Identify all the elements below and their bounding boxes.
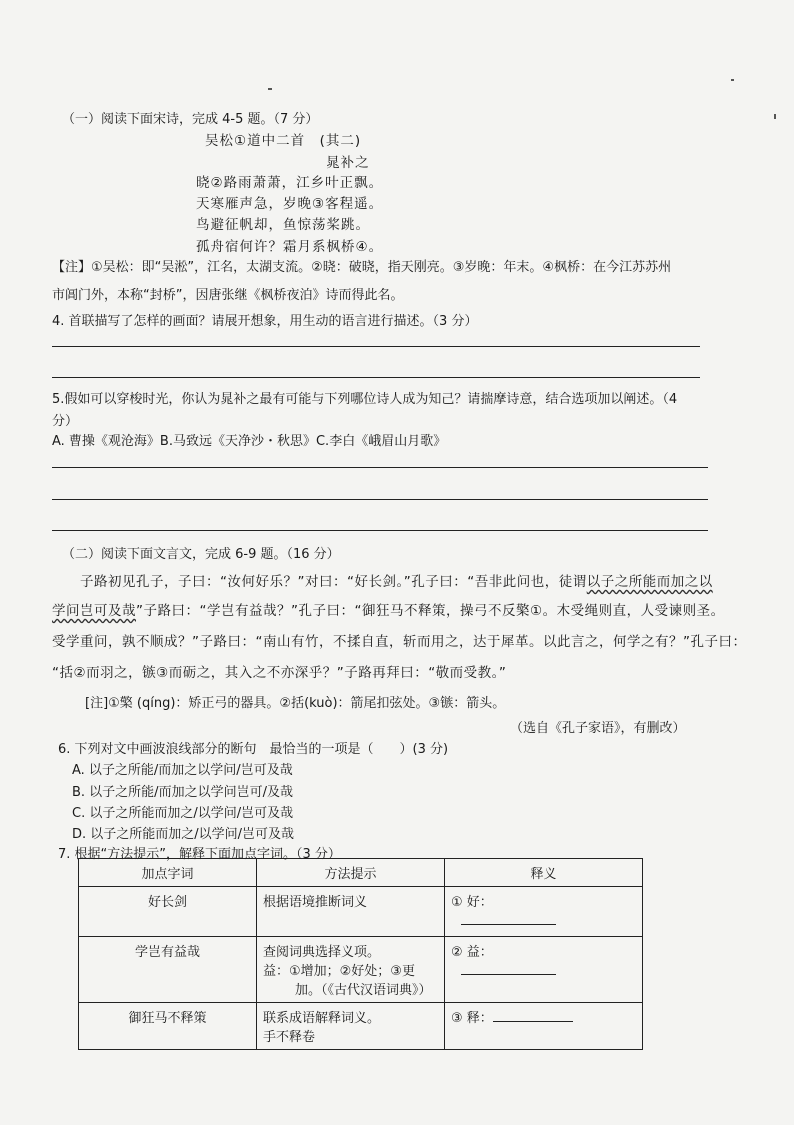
answer-line[interactable] [52,346,700,347]
answer-label: ③ 释： [451,1011,493,1026]
option-c[interactable]: C. 以子之所能而加之/以学问/岂可及哉 [72,806,294,821]
passage-text: ”子路曰：“学岂有益哉？”孔子曰：“御狂马不释策，操弓不反檠①。木受绳则直，人受谏则圣。 [136,603,725,619]
option-a[interactable]: A. 以子之所能/而加之以学问/岂可及哉 [72,763,293,778]
word-text: 好长剑 [147,895,187,910]
section1-heading: （一）阅读下面宋诗，完成 4-5 题。（7 分） [62,112,319,127]
word-cell [79,1003,257,1050]
hint-cell [257,887,445,937]
answer-label: ① 好： [451,895,493,910]
answer-line[interactable] [52,467,708,468]
hint-cell [257,1003,445,1050]
table-row [79,887,643,937]
answer-cell[interactable] [445,937,643,1003]
hint-cell [257,937,445,1003]
passage-line-4: “括②而羽之，镞③而砺之，其入之不亦深乎？”子路再拜曰：“敬而受教。” [52,665,507,681]
vocab-table [78,858,643,1050]
answer-blank[interactable] [493,1007,573,1022]
wavy-segment: 以子之所能而加之以 [586,574,713,590]
answer-blank[interactable] [461,960,556,975]
wavy-segment: 学问岂可及哉 [52,603,136,619]
answer-cell[interactable] [445,887,643,937]
answer-line[interactable] [52,377,700,378]
scan-speck [731,79,734,81]
table-header-row [79,859,643,887]
table-row [79,1003,643,1050]
answer-line[interactable] [52,499,708,500]
column-header: 方法提示 [257,859,445,887]
word-cell [79,887,257,937]
passage-line-3: 受学重问，孰不顺成？”子路曰：“南山有竹，不揉自直，斩而用之，达于犀革。以此言之，何学之有？”孔子曰： [52,634,747,650]
table-row [79,937,643,1003]
hint-text: 根据语境推断词义 [263,895,368,910]
option-b[interactable]: B. 以子之所能/而加之以学问岂可/及哉 [72,785,293,800]
poem-line-1: 晓②路雨萧萧，江乡叶正飘。 [196,175,384,191]
passage-line-1 [80,570,713,590]
passage-text: 子路初见孔子，子曰：“汝何好乐？”对曰：“好长剑。”孔子曰：“吾非此问也，徒谓 [80,574,587,590]
question-6: 6. 下列对文中画波浪线部分的断句 最恰当的一项是（ ）(3 分) [58,742,449,757]
hint-text: 联系成语解释词义。 [263,1011,381,1026]
column-header: 释义 [445,859,643,887]
question-4: 4. 首联描写了怎样的画面？请展开想象，用生动的语言进行描述。（3 分） [52,314,478,329]
passage-note: [注]①檠 (qíng)：矫正弓的器具。②括(kuò)：箭尾扣弦处。③镞：箭头。 [85,696,506,711]
answer-line[interactable] [52,530,708,531]
hint-text: 益：①增加；②好处；③更 [263,964,415,979]
question-5-options: A. 曹操《观沧海》B.马致远《天净沙・秋思》C.李白《峨眉山月歌》 [52,434,447,449]
hint-text: 加。（《古代汉语词典》） [295,983,432,998]
hint-text: 手不释卷 [263,1030,316,1045]
answer-cell[interactable] [445,1003,643,1050]
section2-heading: （二）阅读下面文言文，完成 6-9 题。（16 分） [62,547,340,562]
scan-speck [774,114,776,119]
answer-blank[interactable] [461,910,556,925]
passage-source: （选自《孔子家语》，有删改） [510,721,686,736]
question-7: 7. 根据“方法提示”，解释下面加点字词。（3 分） [58,847,341,862]
poem-line-2: 天寒雁声急，岁晚③客程遥。 [196,196,384,212]
poem-note-line-1: 【注】①吴松：即“吴淞”，江名，太湖支流。②晓：破晓，指天刚亮。③岁晚：年末。④枫桥：在今江苏苏州 [52,260,672,275]
word-text: 御狂马不释策 [128,1011,207,1026]
scan-speck [268,88,272,90]
answer-label: ② 益： [451,945,493,960]
question-5-line-2: 分） [52,414,79,429]
column-header: 加点字词 [79,859,257,887]
poem-author: 晁补之 [326,155,370,171]
poem-line-4: 孤舟宿何许？霜月系枫桥④。 [196,239,384,255]
poem-line-3: 鸟避征帆却，鱼惊荡桨跳。 [196,217,370,233]
option-d[interactable]: D. 以子之所能而加之/以学问/岂可及哉 [72,827,295,842]
question-5-line-1: 5.假如可以穿梭时光，你认为晁补之最有可能与下列哪位诗人成为知己？请揣摩诗意，结合选项加以阐述。（4 [52,392,678,407]
word-cell [79,937,257,1003]
word-text: 学岂有益哉 [134,945,200,960]
passage-line-2 [52,599,725,619]
poem-title: 吴松①道中二首 (其二) [205,133,362,149]
poem-note-line-2: 市阊门外，本称“封桥”，因唐张继《枫桥夜泊》诗而得此名。 [52,288,404,303]
hint-text: 查阅词典选择义项。 [263,945,381,960]
